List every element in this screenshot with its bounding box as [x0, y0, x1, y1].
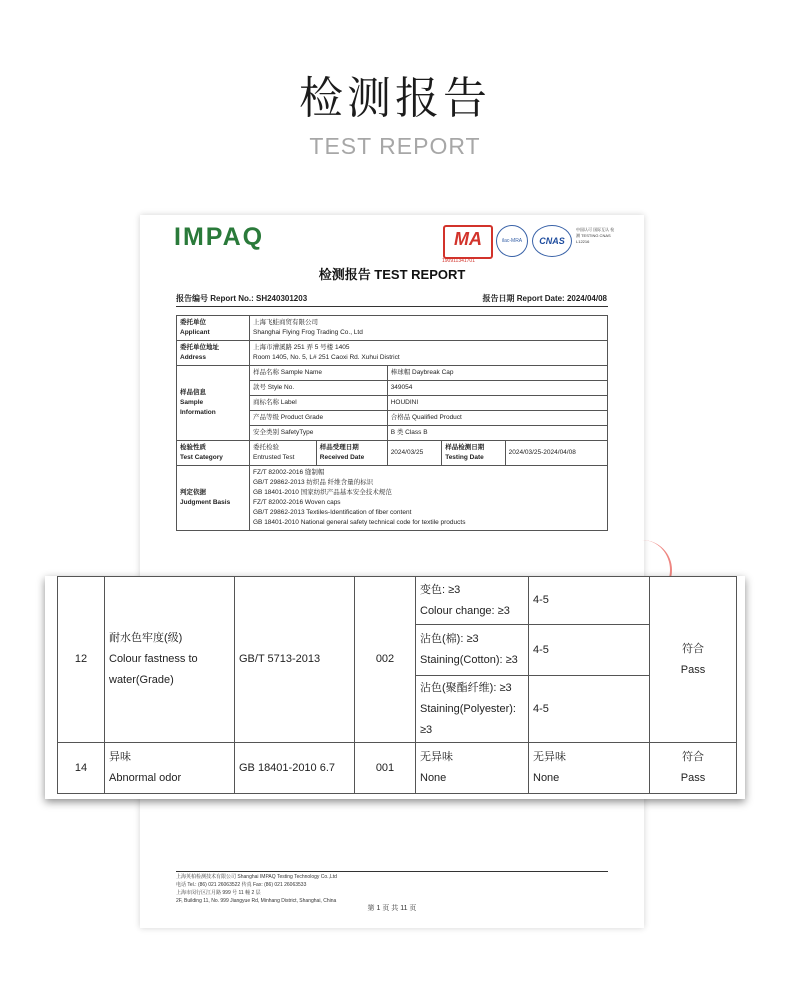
basis-line: GB 18401-2010 国家纺织产品基本安全技术规范 — [253, 489, 392, 496]
brand-value: HOUDINI — [387, 396, 607, 411]
table-row — [177, 341, 608, 366]
address-label: 委托单位地址 Address — [177, 341, 250, 366]
judgment-basis-label: 判定依据 Judgment Basis — [177, 466, 250, 531]
document-footer: 上海英柏检测技术有限公司 Shanghai IMPAQ Testing Technology Co.,Ltd 电话 Tel.: (86) 021 26063522 传真 Fax: (86) 021 26063533 上海市闵行区江月路 999 号 11 幢 2 层 2F, Building 11, No. 999 Jiangyue Rd, Minhang District, Shanghai, China — [176, 874, 337, 904]
test-method: GB 18401-2010 6.7 — [235, 743, 355, 794]
result-cell: 4-5 — [529, 625, 650, 676]
table-row — [58, 743, 737, 794]
address-value: 上海市漕溪路 251 弄 5 号楼 1405 Room 1405, No. 5, L# 251 Caoxi Rd. Xuhui District — [250, 341, 608, 366]
verdict-cell: 符合 Pass — [650, 743, 737, 794]
ma-seal-icon: MA — [443, 225, 493, 259]
row-number: 12 — [58, 577, 105, 743]
sample-code: 002 — [355, 577, 416, 743]
received-date-label: 样品受理日期 Received Date — [316, 441, 387, 466]
page-title: 检测报告 — [299, 73, 491, 124]
verdict-cell: 符合 Pass — [650, 577, 737, 743]
judgment-basis-value — [250, 466, 608, 531]
requirement-cell: 变色: ≥3 Colour change: ≥3 — [416, 577, 529, 625]
table-row — [177, 441, 608, 466]
result-cell: 4-5 — [529, 577, 650, 625]
result-cell: 4-5 — [529, 676, 650, 743]
basis-line: FZ/T 82002-2016 缝制帽 — [253, 469, 325, 476]
safety-label: 安全类别 SafetyType — [250, 426, 388, 441]
requirement-cell: 沾色(聚酯纤维): ≥3 Staining(Polyester): ≥3 — [416, 676, 529, 743]
result-cell: 无异味 None — [529, 743, 650, 794]
sample-name-label: 样品名称 Sample Name — [250, 366, 388, 381]
cnas-caption: 中国认可 国际互认 检测 TESTING CNAS L12216 — [576, 227, 615, 244]
test-item: 耐水色牢度(级) Colour fastness to water(Grade) — [105, 577, 235, 743]
table-row — [177, 366, 608, 381]
header-divider — [176, 306, 608, 307]
impaq-logo: IMPAQ — [174, 223, 265, 251]
grade-value: 合格品 Qualified Product — [387, 411, 607, 426]
row-number: 14 — [58, 743, 105, 794]
test-item: 异味 Abnormal odor — [105, 743, 235, 794]
sample-info-label: 样品信息 Sample Information — [177, 366, 250, 441]
category-label: 检验性质 Test Category — [177, 441, 250, 466]
basis-line: GB/T 29862-2013 Textiles-Identification of fiber content — [253, 509, 412, 516]
basis-line: FZ/T 82002-2016 Woven caps — [253, 499, 341, 506]
sample-name-value: 棒球帽 Daybreak Cap — [387, 366, 607, 381]
table-row — [177, 466, 608, 531]
testing-date-value: 2024/03/25-2024/04/08 — [505, 441, 607, 466]
results-table — [57, 576, 737, 794]
report-number: 报告编号 Report No.: SH240301203 — [176, 294, 308, 303]
received-date-value: 2024/03/25 — [387, 441, 442, 466]
requirement-cell: 无异味 None — [416, 743, 529, 794]
applicant-value: 上海飞蛙商贸有限公司 Shanghai Flying Frog Trading Co., Ltd — [250, 316, 608, 341]
requirement-cell: 沾色(棉): ≥3 Staining(Cotton): ≥3 — [416, 625, 529, 676]
results-zoom-panel — [45, 576, 745, 799]
ma-number: 190911341701 — [442, 258, 475, 264]
table-row — [177, 316, 608, 341]
basis-line: GB/T 29862-2013 纺织品 纤维含量的标识 — [253, 479, 374, 486]
brand-label: 商标名称 Label — [250, 396, 388, 411]
basis-line: GB 18401-2010 National general safety technical code for textile products — [253, 519, 466, 526]
footer-divider — [176, 871, 608, 872]
grade-label: 产品等级 Product Grade — [250, 411, 388, 426]
page-subtitle: TEST REPORT — [309, 133, 481, 159]
style-label: 款号 Style No. — [250, 381, 388, 396]
test-method: GB/T 5713-2013 — [235, 577, 355, 743]
ilac-mra-icon: ilac-MRA — [496, 225, 528, 257]
report-date: 报告日期 Report Date: 2024/04/08 — [482, 294, 607, 303]
category-value: 委托检验 Entrusted Test — [250, 441, 317, 466]
testing-date-label: 样品检测日期 Testing Date — [442, 441, 505, 466]
sample-code: 001 — [355, 743, 416, 794]
page-number: 第 1 页 共 11 页 — [367, 905, 417, 912]
style-value: 349054 — [387, 381, 607, 396]
cnas-seal-icon: CNAS — [532, 225, 572, 257]
report-info-table — [176, 315, 608, 531]
document-title: 检测报告 TEST REPORT — [318, 267, 466, 282]
table-row — [58, 577, 737, 625]
safety-value: B 类 Class B — [387, 426, 607, 441]
applicant-label: 委托单位 Applicant — [177, 316, 250, 341]
report-document — [140, 215, 644, 928]
